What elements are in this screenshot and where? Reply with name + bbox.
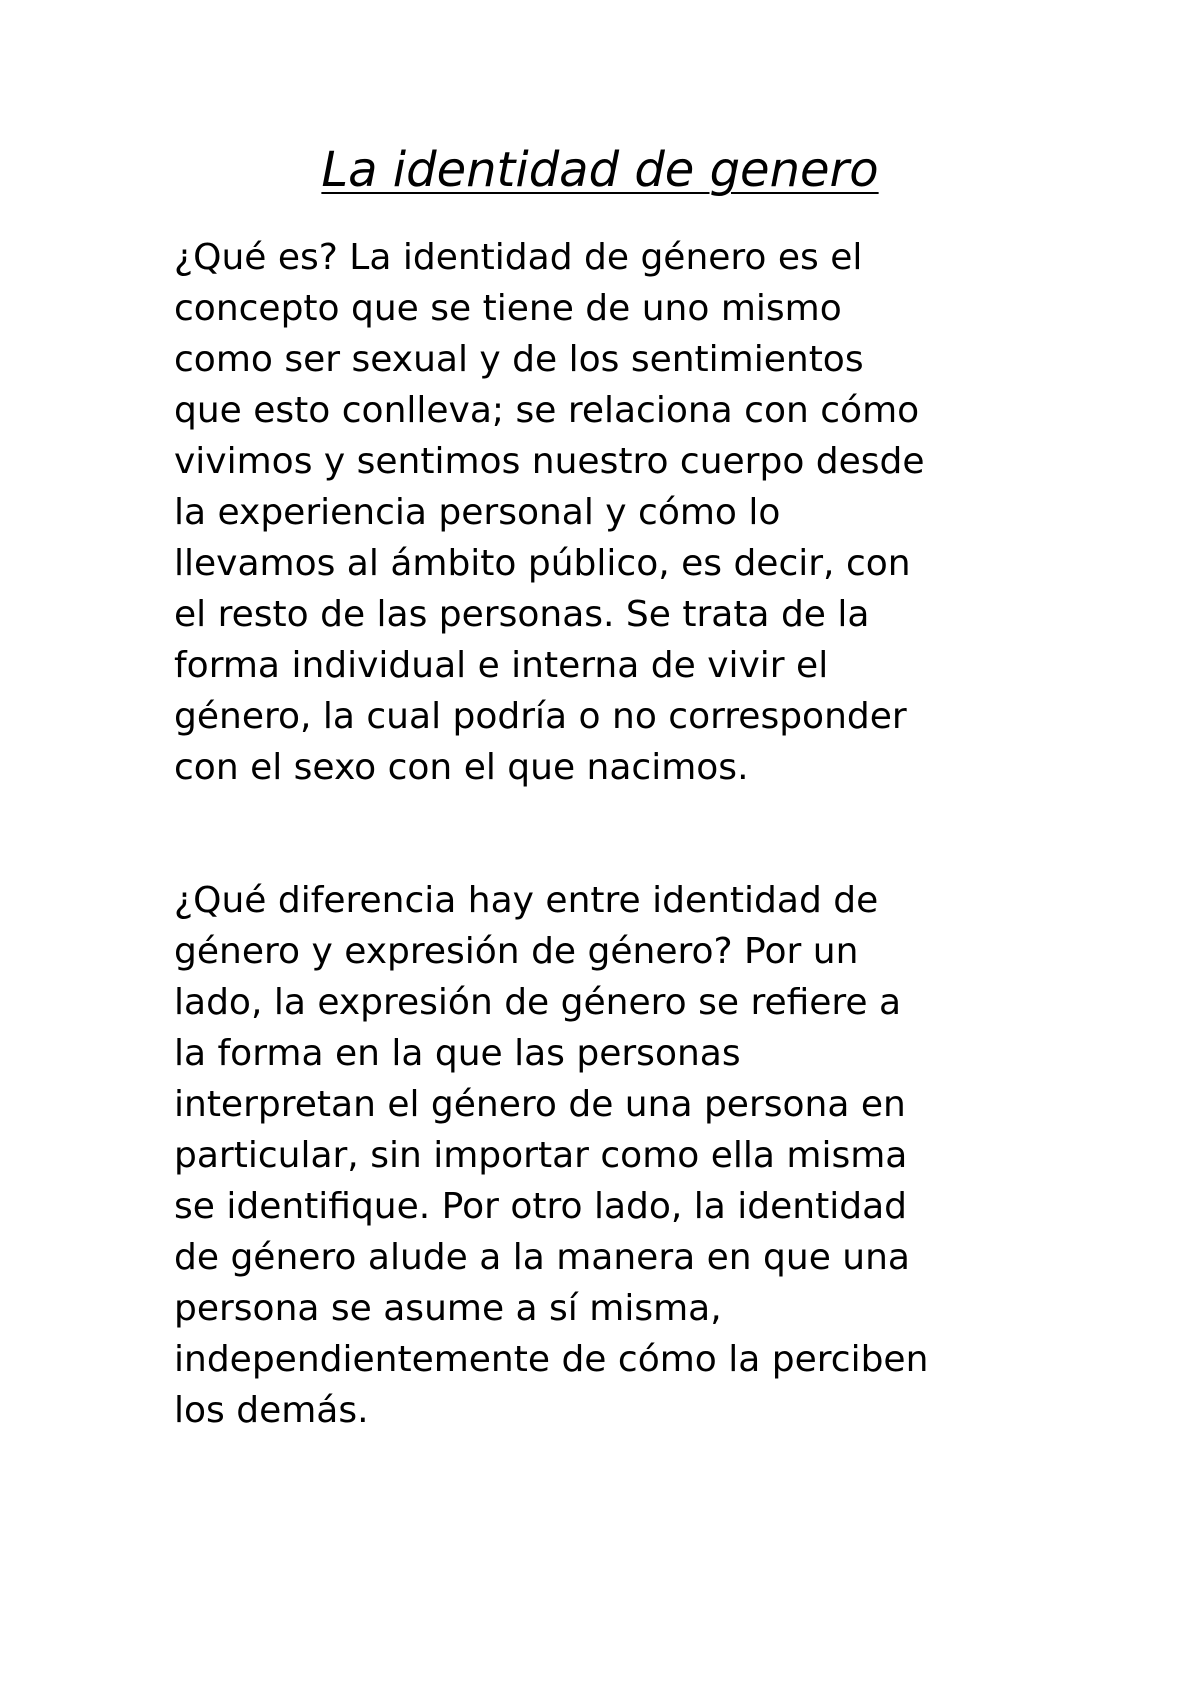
paragraph-line: el resto de las personas. Se trata de la <box>174 594 870 635</box>
paragraph-line: que esto conlleva; se relaciona con cómo <box>174 390 920 431</box>
paragraph-line: género, la cual podría o no corresponder <box>174 696 907 737</box>
paragraph-line: concepto que se tiene de uno mismo <box>174 288 842 329</box>
paragraph-line: vivimos y sentimos nuestro cuerpo desde <box>174 441 925 482</box>
paragraph-what-is <box>174 232 1054 793</box>
document-title: La identidad de genero <box>321 142 879 198</box>
paragraph-line: de género alude a la manera en que una <box>174 1237 910 1278</box>
paragraph-line: independientemente de cómo la perciben <box>174 1339 929 1380</box>
paragraph-line: ¿Qué diferencia hay entre identidad de <box>174 880 879 921</box>
paragraph-line: llevamos al ámbito público, es decir, con <box>174 543 911 584</box>
paragraph-line: persona se asume a sí misma, <box>174 1288 722 1329</box>
paragraph-line: se identifique. Por otro lado, la identidad <box>174 1186 908 1227</box>
paragraph-line: lado, la expresión de género se refiere a <box>174 982 902 1023</box>
paragraph-line: género y expresión de género? Por un <box>174 931 859 972</box>
paragraph-line: forma individual e interna de vivir el <box>174 645 829 686</box>
paragraph-line: como ser sexual y de los sentimientos <box>174 339 864 380</box>
paragraph-line: la experiencia personal y cómo lo <box>174 492 781 533</box>
paragraph-line: la forma en la que las personas <box>174 1033 741 1074</box>
paragraph-difference <box>174 875 1054 1436</box>
paragraph-line: con el sexo con el que nacimos. <box>174 747 749 788</box>
paragraph-line: particular, sin importar como ella misma <box>174 1135 908 1176</box>
paragraph-line: ¿Qué es? La identidad de género es el <box>174 237 863 278</box>
paragraph-line: interpretan el género de una persona en <box>174 1084 906 1125</box>
paragraph-line: los demás. <box>174 1390 369 1431</box>
